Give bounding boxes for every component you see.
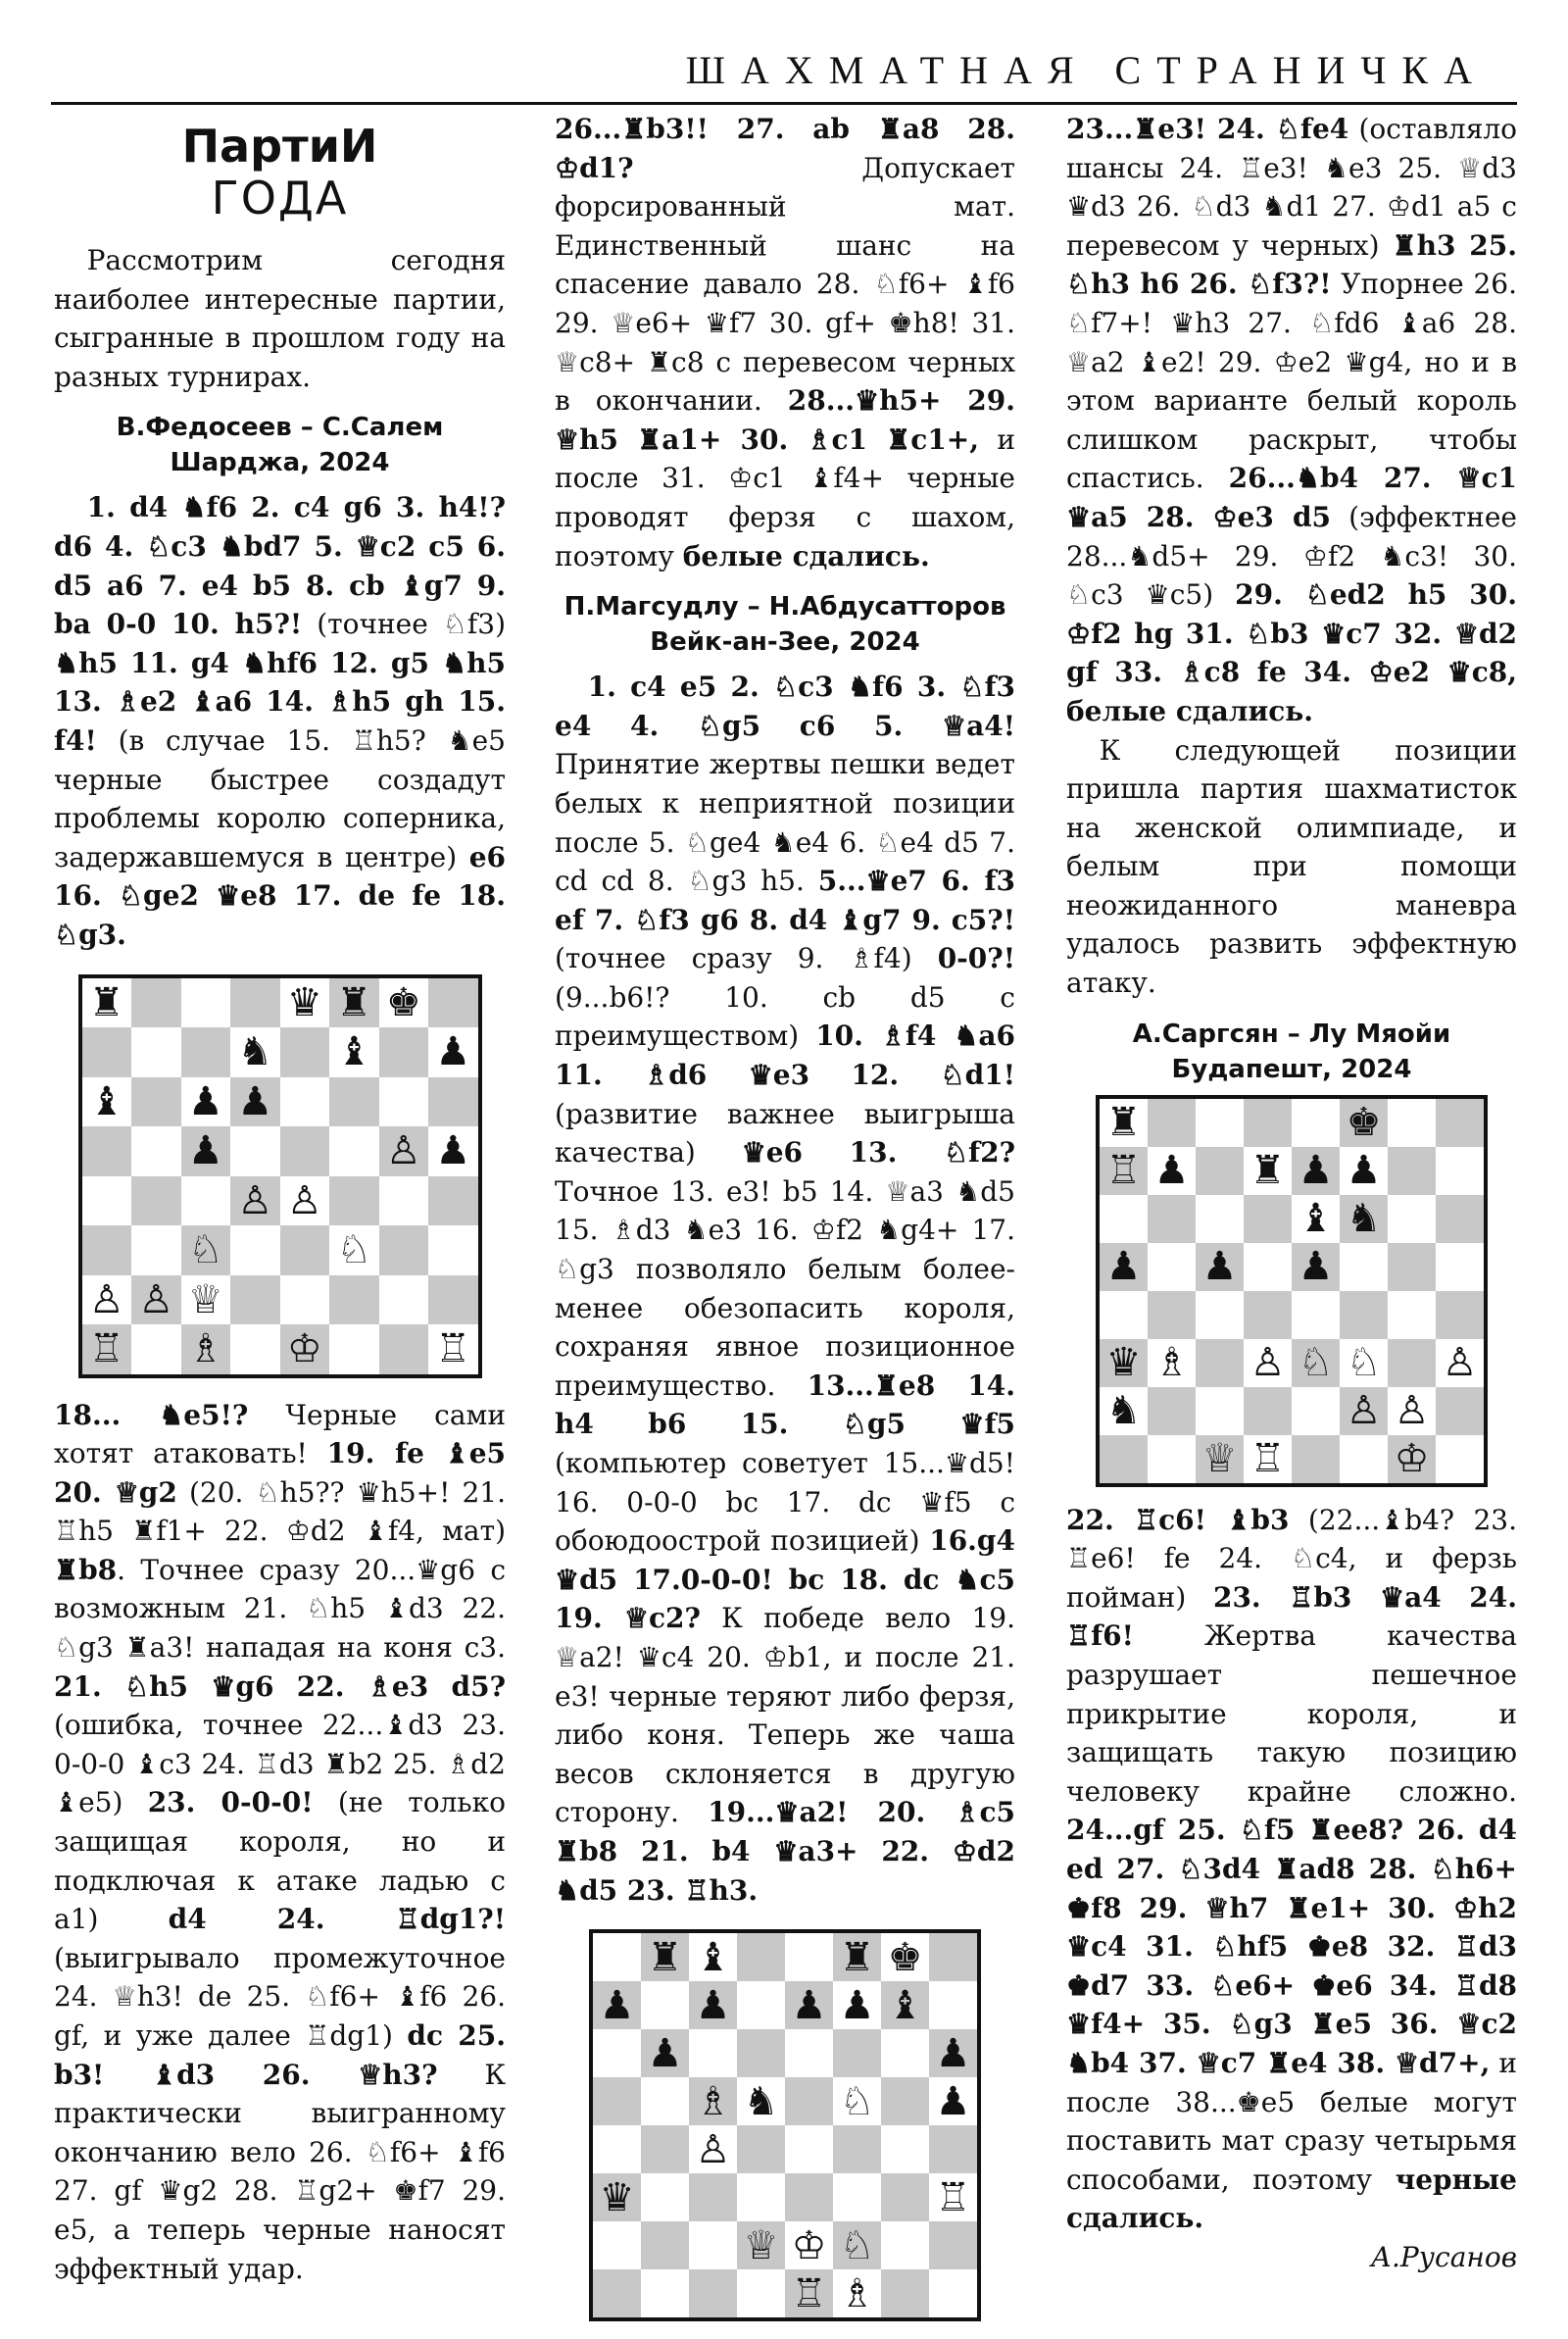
chess-piece: ♚	[881, 1933, 929, 1981]
chess-piece: ♟	[1148, 1147, 1196, 1195]
board-square	[785, 2125, 833, 2173]
chess-piece: ♟	[929, 2077, 977, 2125]
board-square	[881, 2077, 929, 2125]
board-square	[379, 1225, 429, 1275]
board-square	[1148, 1243, 1196, 1291]
chess-piece: ♖	[1100, 1147, 1148, 1195]
board-square	[593, 2029, 641, 2077]
board-square	[593, 2125, 641, 2173]
chess-piece: ♗	[1148, 1339, 1196, 1387]
chess-piece: ♙	[1340, 1387, 1388, 1435]
board-square	[641, 1981, 689, 2029]
board-square	[379, 1027, 429, 1077]
chess-piece: ♛	[280, 978, 330, 1028]
game1-moves-3: 26...♜b3!! 27. ab ♜a8 28. ♔d1? Допускает форсированный мат. Единственный шанс на спасение давало 28. ♘f6+ ♝f6 29. ♕e6+ ♛f7 30. gf+ ♚h8! 31. ♕c8+ ♜c8 с перевесом черных в окончании. 28...♛h5+ 29. ♕h5 ♜a1+ 30. ♗c1 ♜c1+, и после 31. ♔c1 ♝f4+ черные проводят ферзя с шахом, поэтому белые сдались.	[555, 113, 1016, 572]
chess-piece: ♖	[1244, 1435, 1292, 1483]
board-square	[379, 1077, 429, 1127]
board-square	[1100, 1291, 1148, 1339]
board-square	[379, 1324, 429, 1374]
column-2	[555, 110, 1015, 2339]
board-square	[181, 1027, 231, 1077]
board-square	[593, 1933, 641, 1981]
chess-piece: ♝	[1292, 1195, 1340, 1243]
board-square	[82, 1027, 132, 1077]
chess-piece: ♛	[1100, 1339, 1148, 1387]
chess-piece: ♟	[929, 2029, 977, 2077]
chess-piece: ♟	[1340, 1147, 1388, 1195]
board-square	[1388, 1195, 1436, 1243]
chess-piece: ♗	[689, 2077, 737, 2125]
game2-heading	[555, 589, 1015, 660]
board-square	[1436, 1435, 1484, 1483]
board-square	[1388, 1147, 1436, 1195]
board-square	[1292, 1291, 1340, 1339]
board-square	[689, 2221, 737, 2269]
board-square	[737, 2125, 785, 2173]
chess-piece: ♟	[181, 1077, 231, 1127]
chess-piece: ♟	[641, 2029, 689, 2077]
board-square	[280, 1275, 330, 1325]
board-square	[181, 1176, 231, 1226]
board-square	[428, 1275, 478, 1325]
board-square	[929, 2125, 977, 2173]
board-square	[1244, 1387, 1292, 1435]
board-square	[689, 2029, 737, 2077]
board-square	[881, 2029, 929, 2077]
page-header	[51, 39, 1517, 105]
chess-piece: ♟	[833, 1981, 881, 2029]
board-square	[737, 1981, 785, 2029]
board-square	[329, 1275, 379, 1325]
board-square	[280, 1077, 330, 1127]
board-square	[82, 1225, 132, 1275]
board-square	[329, 1324, 379, 1374]
board-square	[881, 2125, 929, 2173]
board-square	[1244, 1291, 1292, 1339]
chess-piece: ♙	[82, 1275, 132, 1325]
board-square	[881, 2269, 929, 2317]
board-square	[1436, 1195, 1484, 1243]
board-square	[1436, 1243, 1484, 1291]
board-square	[1148, 1195, 1196, 1243]
board-square	[131, 1176, 181, 1226]
board-square	[1148, 1435, 1196, 1483]
game2-players: П.Магсудлу – Н.Абдусатторов	[564, 592, 1006, 622]
chess-piece: ♖	[929, 2173, 977, 2221]
game1-players: В.Федосеев – С.Салем	[116, 413, 444, 443]
board-square	[131, 978, 181, 1028]
chess-piece: ♝	[881, 1981, 929, 2029]
article-title	[54, 120, 506, 224]
chess-piece: ♟	[230, 1077, 280, 1127]
board-square	[641, 2125, 689, 2173]
chess-piece: ♞	[230, 1027, 280, 1077]
column-3	[1066, 110, 1517, 2277]
chess-piece: ♙	[379, 1126, 429, 1176]
board-square	[641, 2269, 689, 2317]
chess-piece: ♘	[329, 1225, 379, 1275]
board-square	[1148, 1099, 1196, 1147]
chess-piece: ♙	[280, 1176, 330, 1226]
chess-piece: ♖	[785, 2269, 833, 2317]
board-square	[929, 1933, 977, 1981]
chess-piece: ♜	[1244, 1147, 1292, 1195]
chess-piece: ♞	[1100, 1387, 1148, 1435]
intro-paragraph: Рассмотрим сегодня наиболее интересные партии, сыгранные в прошлом году на разных турнирах.	[54, 244, 506, 393]
board-square	[1148, 1291, 1196, 1339]
author-signature: А.Русанов	[1370, 2240, 1517, 2273]
board-square	[329, 1077, 379, 1127]
board-square	[82, 1126, 132, 1176]
title-line-2: ГОДА	[211, 172, 349, 224]
board-square	[1436, 1387, 1484, 1435]
board-square	[329, 1176, 379, 1226]
board-square	[785, 2029, 833, 2077]
board-square	[641, 2173, 689, 2221]
chess-piece: ♟	[785, 1981, 833, 2029]
column-1	[54, 110, 506, 2288]
game1-moves-2: 18... ♞e5!? Черные сами хотят атаковать! 19. fe ♝e5 20. ♕g2 (20. ♘h5?? ♛h5+! 21. ♖h5 ♜f1+ 22. ♔d2 ♝f4, мат) ♜b8. Точнее сразу 20...♛g6 с возможным 21. ♘h5 ♝d3 22. ♘g3 ♜a3! нападая на коня c3. 21. ♘h5 ♛g6 22. ♗e3 d5? (ошибка, точнее 22...♝d3 23. 0-0-0 ♝c3 24. ♖d3 ♜b2 25. ♗d2 ♝e5) 23. 0-0-0! (не только защищая короля, но и подключая к атаке ладью с a1) d4 24. ♖dg1?! (выигрывало промежуточное 24. ♕h3! de 25. ♘f6+ ♝f6 26. gf, и уже далее ♖dg1) dc 25. b3! ♝d3 26. ♕h3? К практически выигранному окончанию вело 26. ♘f6+ ♝f6 27. gf ♛g2 28. ♖g2+ ♚f7 29. e5, а теперь черные наносят эффектный удар.	[54, 1398, 507, 2285]
board-square	[785, 2077, 833, 2125]
chess-piece: ♜	[82, 978, 132, 1028]
chess-diagram-2	[589, 1929, 981, 2321]
board-square	[1196, 1195, 1244, 1243]
board-square	[785, 2173, 833, 2221]
chess-piece: ♛	[593, 2173, 641, 2221]
chess-diagram-3	[1096, 1095, 1488, 1487]
chess-piece: ♟	[1292, 1243, 1340, 1291]
chess-piece: ♜	[329, 978, 379, 1028]
board-square	[833, 2173, 881, 2221]
game2-event: Вейк-ан-Зее, 2024	[650, 627, 920, 658]
chess-piece: ♞	[1340, 1195, 1388, 1243]
board-square	[280, 1027, 330, 1077]
board-square	[1388, 1291, 1436, 1339]
board-square	[82, 1176, 132, 1226]
board-square	[1340, 1243, 1388, 1291]
chess-piece: ♟	[428, 1126, 478, 1176]
board-square	[1436, 1099, 1484, 1147]
board-square	[131, 1126, 181, 1176]
chess-piece: ♟	[181, 1126, 231, 1176]
chess-piece: ♔	[785, 2221, 833, 2269]
board-square	[1340, 1435, 1388, 1483]
section-title: ШАХМАТНАЯ СТРАНИЧКА	[685, 48, 1488, 92]
board-square	[737, 2269, 785, 2317]
board-square	[230, 1225, 280, 1275]
game1-moves-1: 1. d4 ♞f6 2. c4 g6 3. h4!? d6 4. ♘c3 ♞bd7 5. ♕c2 c5 6. d5 a6 7. e4 b5 8. cb ♝g7 9. ba 0-0 10. h5?! (точнее ♘f3) ♞h5 11. g4 ♞hf6 12. g5 ♞h5 13. ♗e2 ♝a6 14. ♗h5 gh 15. f4! (в случае 15. ♖h5? ♞e5 черные быстрее создадут проблемы королю соперника, задержавшемуся в центре) e6 16. ♘ge2 ♛e8 17. de fe 18. ♘g3.	[54, 491, 506, 951]
board-square	[280, 1126, 330, 1176]
board-square	[881, 2173, 929, 2221]
board-square	[881, 2221, 929, 2269]
board-square	[131, 1077, 181, 1127]
board-square	[785, 1933, 833, 1981]
board-square	[280, 1225, 330, 1275]
board-square	[1196, 1147, 1244, 1195]
board-square	[1388, 1243, 1436, 1291]
chess-piece: ♟	[1292, 1147, 1340, 1195]
board-square	[737, 1933, 785, 1981]
chess-piece: ♙	[1388, 1387, 1436, 1435]
chess-piece: ♝	[82, 1077, 132, 1127]
board-square	[1436, 1291, 1484, 1339]
chess-piece: ♖	[428, 1324, 478, 1374]
chess-piece: ♞	[737, 2077, 785, 2125]
board-square	[181, 978, 231, 1028]
board-square	[1100, 1435, 1148, 1483]
board-square	[929, 1981, 977, 2029]
chess-piece: ♕	[737, 2221, 785, 2269]
board-square	[593, 2221, 641, 2269]
chess-piece: ♜	[641, 1933, 689, 1981]
board-square	[1244, 1099, 1292, 1147]
chess-piece: ♜	[1100, 1099, 1148, 1147]
board-square	[230, 1126, 280, 1176]
board-square	[593, 2269, 641, 2317]
board-square	[1244, 1243, 1292, 1291]
board-square	[689, 2173, 737, 2221]
board-square	[1292, 1387, 1340, 1435]
board-square	[689, 2269, 737, 2317]
board-square	[1148, 1387, 1196, 1435]
chess-piece: ♘	[1292, 1339, 1340, 1387]
board-square	[833, 2125, 881, 2173]
chess-piece: ♟	[428, 1027, 478, 1077]
title-line-1: ПартиИ	[181, 120, 378, 173]
game3-event: Будапешт, 2024	[1171, 1054, 1412, 1084]
board-square	[230, 1324, 280, 1374]
chess-piece: ♕	[181, 1275, 231, 1325]
chess-piece: ♙	[1436, 1339, 1484, 1387]
chess-piece: ♟	[1100, 1243, 1148, 1291]
chess-piece: ♘	[833, 2221, 881, 2269]
game3-players: А.Саргсян – Лу Мяойи	[1132, 1019, 1451, 1049]
board-square	[593, 2077, 641, 2125]
board-square	[428, 1176, 478, 1226]
game1-event: Шарджа, 2024	[170, 448, 390, 478]
board-square	[737, 2173, 785, 2221]
board-square	[929, 2269, 977, 2317]
chess-diagram-1	[78, 974, 482, 1378]
chess-piece: ♗	[833, 2269, 881, 2317]
chess-piece: ♝	[689, 1933, 737, 1981]
board-square	[230, 978, 280, 1028]
board-square	[1388, 1099, 1436, 1147]
board-square	[428, 1225, 478, 1275]
chess-piece: ♔	[280, 1324, 330, 1374]
board-square	[1292, 1099, 1340, 1147]
board-square	[1196, 1387, 1244, 1435]
game3-moves: 22. ♖c6! ♝b3 (22...♝b4? 23. ♖e6! fe 24. ♘c4, и ферзь пойман) 23. ♖b3 ♛a4 24. ♖f6! Жертва качества разрушает пешечное прикрытие короля, и защищать такую позицию человеку крайне сложно. 24...gf 25. ♘f5 ♜ee8? 26. d4 ed 27. ♘3d4 ♜ad8 28. ♘h6+ ♚f8 29. ♕h7 ♜e1+ 30. ♔h2 ♛c4 31. ♘hf5 ♚e8 32. ♖d3 ♚d7 33. ♘e6+ ♚e6 34. ♖d8 ♛f4+ 35. ♘g3 ♜e5 36. ♕c2 ♞b4 37. ♕c7 ♜e4 38. ♕d7+, и после 38...♚e5 белые могут поставить мат сразу четырьмя способами, поэтому черные сдались.	[1066, 1503, 1518, 2235]
board-square	[131, 1027, 181, 1077]
board-square	[428, 978, 478, 1028]
chess-piece: ♟	[689, 1981, 737, 2029]
board-square	[329, 1126, 379, 1176]
board-square	[379, 1275, 429, 1325]
board-square	[1100, 1195, 1148, 1243]
game1-heading	[54, 410, 506, 480]
chess-piece: ♘	[833, 2077, 881, 2125]
board-square	[641, 2221, 689, 2269]
board-square	[230, 1275, 280, 1325]
board-square	[1196, 1291, 1244, 1339]
chess-piece: ♗	[181, 1324, 231, 1374]
board-square	[737, 2029, 785, 2077]
board-square	[131, 1324, 181, 1374]
chess-piece: ♙	[230, 1176, 280, 1226]
board-square	[428, 1077, 478, 1127]
board-square	[929, 2221, 977, 2269]
game2-moves-2: 23...♜e3! 24. ♘fe4 (оставляло шансы 24. ♖e3! ♞e3 25. ♕d3 ♛d3 26. ♘d3 ♞d1 27. ♔d1 a5 с перевесом у черных) ♜h3 25. ♘h3 h6 26. ♘f3?! Упорнее 26. ♘f7+! ♛h3 27. ♘fd6 ♝a6 28. ♕a2 ♝e2! 29. ♔e2 ♛g4, но и в этом варианте белый король слишком раскрыт, чтобы спастись. 26...♞b4 27. ♕c1 ♛a5 28. ♔e3 d5 (эффектнее 28...♞d5+ 29. ♔f2 ♞c3! 30. ♘c3 ♛c5) 29. ♘ed2 h5 30. ♔f2 hg 31. ♘b3 ♛c7 32. ♕d2 gf 33. ♗c8 fe 34. ♔e2 ♛c8, белые сдались.	[1066, 113, 1517, 727]
board-square	[641, 2077, 689, 2125]
chess-piece: ♕	[1196, 1435, 1244, 1483]
chess-piece: ♘	[1340, 1339, 1388, 1387]
chess-piece: ♔	[1388, 1435, 1436, 1483]
game3-heading	[1066, 1017, 1517, 1087]
board-square	[1388, 1339, 1436, 1387]
chess-piece: ♘	[181, 1225, 231, 1275]
board-square	[1196, 1099, 1244, 1147]
chess-piece: ♟	[1196, 1243, 1244, 1291]
chess-piece: ♚	[1340, 1099, 1388, 1147]
chess-piece: ♚	[379, 978, 429, 1028]
board-square	[1196, 1339, 1244, 1387]
board-square	[1340, 1291, 1388, 1339]
board-square	[379, 1176, 429, 1226]
chess-piece: ♜	[833, 1933, 881, 1981]
chess-piece: ♙	[131, 1275, 181, 1325]
board-square	[1436, 1147, 1484, 1195]
chess-piece: ♙	[689, 2125, 737, 2173]
board-square	[1244, 1195, 1292, 1243]
game2-moves-1: 1. c4 e5 2. ♘c3 ♞f6 3. ♘f3 e4 4. ♘g5 c6 5. ♕a4! Принятие жертвы пешки ведет белых к неприятной позиции после 5. ♘ge4 ♞e4 6. ♘e4 d5 7. cd cd 8. ♘g3 h5. 5...♛e7 6. f3 ef 7. ♘f3 g6 8. d4 ♝g7 9. c5?! (точнее сразу 9. ♗f4) 0-0?! (9...b6!? 10. cb d5 с преимуществом) 10. ♗f4 ♞a6 11. ♗d6 ♛e3 12. ♘d1! (развитие важнее выигрыша качества) ♛e6 13. ♘f2? Точное 13. e3! b5 14. ♕a3 ♞d5 15. ♗d3 ♞e3 16. ♔f2 ♞g4+ 17. ♘g3 позволяло белым более-менее обезопасить короля, сохраняя явное позиционное преимущество. 13...♜e8 14. h4 b6 15. ♘g5 ♛f5 (компьютер советует 15...♛d5! 16. 0-0-0 bc 17. dc ♛f5 с обоюдоострой позицией) 16.g4 ♛d5 17.0-0-0! bc 18. dc ♞c5 19. ♕c2? К победе вело 19. ♕a2! ♛c4 20. ♔b1, и после 21. e3! черные теряют либо ферзя, либо коня. Теперь же чаша весов склоняется в другую сторону. 19...♛a2! 20. ♗c5 ♜b8 21. b4 ♛a3+ 22. ♔d2 ♞d5 23. ♖h3.	[555, 671, 1015, 1907]
chess-piece: ♝	[329, 1027, 379, 1077]
board-square	[1292, 1435, 1340, 1483]
board-square	[833, 2029, 881, 2077]
chess-piece: ♖	[82, 1324, 132, 1374]
chess-piece: ♟	[593, 1981, 641, 2029]
chess-piece: ♙	[1244, 1339, 1292, 1387]
olympiad-paragraph: К следующей позиции пришла партия шахматисток на женской олимпиаде, и белым при помощи неожиданного маневра удалось развить эффектную атаку.	[1066, 733, 1517, 1000]
board-square	[131, 1225, 181, 1275]
